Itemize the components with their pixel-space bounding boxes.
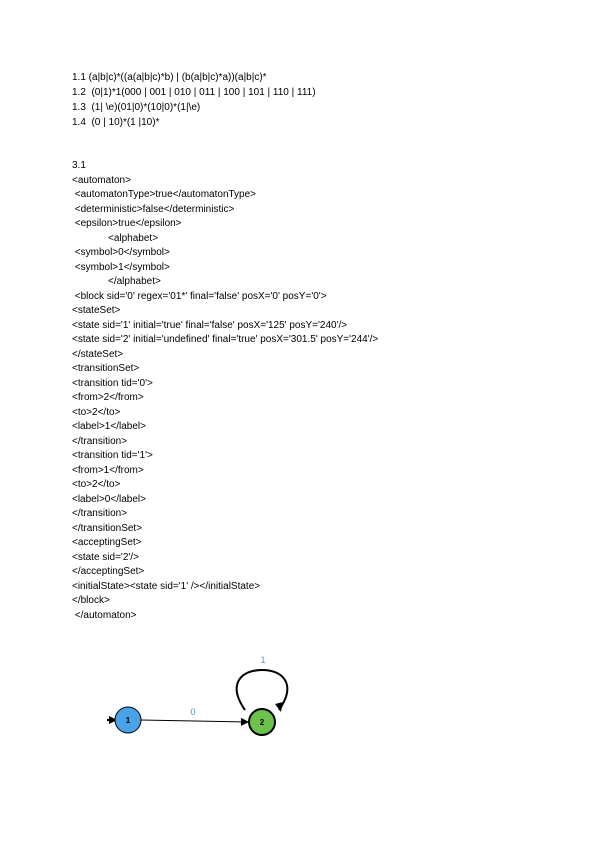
xml-line: <state sid='2'/> <box>72 552 139 563</box>
xml-line: </transition> <box>72 436 128 447</box>
xml-line: <symbol>1</symbol> <box>72 262 170 273</box>
xml-line: <state sid='2' initial='undefined' final='true' posX='301.5' posY='244'/> <box>72 334 379 345</box>
xml-line: <acceptingSet> <box>72 537 142 548</box>
xml-line: </transitionSet> <box>72 523 143 534</box>
answer-1-1: 1.1 (a|b|c)*((a(a|b|c)*b) | (b(a|b|c)*a))(a|b|c)* <box>72 72 267 83</box>
xml-line: <transition tid='1'> <box>72 450 153 461</box>
xml-line: <from>2</from> <box>72 392 144 403</box>
state-1-label: 1 <box>125 716 131 725</box>
transition-label-1: 1 <box>260 655 266 665</box>
xml-line: <label>1</label> <box>72 421 146 432</box>
automaton-diagram <box>95 648 315 758</box>
xml-line: </alphabet> <box>108 276 161 287</box>
xml-line: <state sid='1' initial='true' final='false' posX='125' posY='240'/> <box>72 320 348 331</box>
xml-line: <label>0</label> <box>72 494 146 505</box>
xml-line: </block> <box>72 595 110 606</box>
answer-1-2: 1.2 (0|1)*1(000 | 001 | 010 | 011 | 100 | 101 | 110 | 111) <box>72 87 316 98</box>
answer-1-3: 1.3 (1| \e)(01|0)*(10|0)*(1|\e) <box>72 102 201 113</box>
self-loop-arrow-head <box>275 702 283 712</box>
xml-line: <initialState><state sid='1' /></initialState> <box>72 581 261 592</box>
xml-line: <transitionSet> <box>72 363 140 374</box>
xml-line: <to>2</to> <box>72 479 121 490</box>
xml-line: <to>2</to> <box>72 407 121 418</box>
xml-line: <from>1</from> <box>72 465 144 476</box>
xml-line: </automaton> <box>72 610 137 621</box>
transition-edge-1-2 <box>141 720 248 722</box>
xml-line: <stateSet> <box>72 305 121 316</box>
xml-line: <automatonType>true</automatonType> <box>72 189 257 200</box>
transition-label-0: 0 <box>190 707 196 717</box>
xml-line: <alphabet> <box>108 233 159 244</box>
xml-line: <epsilon>true</epsilon> <box>72 218 182 229</box>
xml-line: <automaton> <box>72 175 131 186</box>
xml-line: </transition> <box>72 508 128 519</box>
xml-line: <block sid='0' regex='01*' final='false' posX='0' posY='0'> <box>72 291 327 302</box>
xml-line: <transition tid='0'> <box>72 378 153 389</box>
xml-line: <deterministic>false</deterministic> <box>72 204 235 215</box>
xml-line: </acceptingSet> <box>72 566 145 577</box>
state-2-label: 2 <box>259 718 265 727</box>
xml-line: </stateSet> <box>72 349 124 360</box>
section-number: 3.1 <box>72 160 86 171</box>
answer-1-4: 1.4 (0 | 10)*(1 |10)* <box>72 117 160 128</box>
xml-line: <symbol>0</symbol> <box>72 247 170 258</box>
